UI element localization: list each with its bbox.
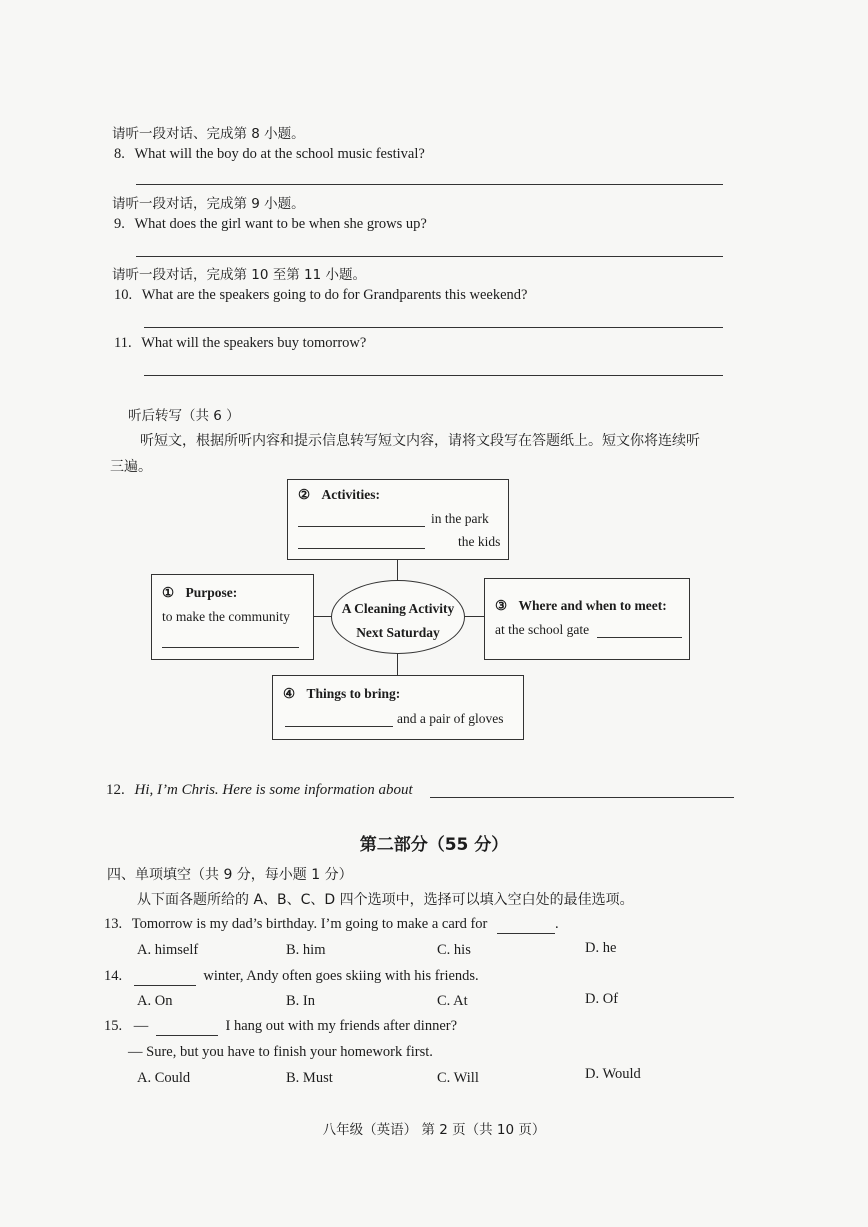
activities-box	[287, 479, 509, 560]
instruction-q8: 请听一段对话、完成第 8 小题。	[112, 126, 305, 142]
bring-title: ④ Things to bring:	[283, 686, 401, 701]
question-number: 13.	[104, 916, 123, 932]
question-12	[106, 782, 413, 799]
question-9	[114, 216, 427, 233]
question-text: What will the boy do at the school music festival?	[134, 146, 425, 162]
circled-number: ④	[283, 686, 296, 701]
question-14	[104, 968, 479, 986]
activities-title: ② Activities:	[298, 487, 380, 502]
question-number: 11.	[114, 335, 132, 351]
bring-box	[272, 675, 524, 740]
question-number: 15.	[104, 1018, 123, 1034]
option-13-b[interactable]: B. him	[286, 942, 326, 958]
activity-2-suffix: the kids	[458, 534, 501, 549]
question-text: Tomorrow is my dad’s birthday. I’m going to make a card for	[131, 916, 488, 932]
question-15-reply: — Sure, but you have to finish your homework first.	[128, 1044, 433, 1060]
question-text: What will the speakers buy tomorrow?	[141, 335, 367, 351]
purpose-title: ① Purpose:	[162, 585, 238, 600]
center-topic-line2: Next Saturday	[356, 625, 440, 640]
question-13: 13. Tomorrow is my dad’s birthday. I’m going to make a card for .	[104, 916, 559, 932]
answer-line-11[interactable]	[144, 375, 723, 376]
option-14-b[interactable]: B. In	[286, 993, 315, 1009]
blank-15[interactable]	[156, 1018, 218, 1036]
option-13-a[interactable]: A. himself	[137, 942, 199, 958]
transcription-heading: 听后转写（共 6 ）	[128, 408, 240, 424]
question-number: 8.	[114, 146, 125, 162]
question-number: 14.	[104, 968, 123, 984]
answer-line-10[interactable]	[144, 327, 723, 328]
option-13-d[interactable]: D. he	[585, 940, 617, 956]
circled-number: ②	[298, 487, 311, 502]
answer-line-9[interactable]	[136, 256, 723, 257]
question-11	[114, 335, 366, 352]
meet-box	[484, 578, 690, 660]
blank-meet[interactable]	[597, 637, 682, 638]
option-13-c[interactable]: C. his	[437, 942, 471, 958]
option-14-d[interactable]: D. Of	[585, 991, 619, 1007]
meet-title: ③ Where and when to meet:	[495, 598, 667, 613]
section-heading: 四、单项填空（共 9 分，每小题 1 分）	[107, 867, 353, 883]
transcription-instruction-cont: 三遍。	[110, 459, 152, 475]
bring-suffix: and a pair of gloves	[397, 711, 504, 726]
blank-bring[interactable]	[285, 726, 393, 727]
option-14-c[interactable]: C. At	[437, 993, 468, 1009]
option-15-d[interactable]: D. Would	[585, 1066, 641, 1082]
option-15-a[interactable]: A. Could	[137, 1070, 191, 1086]
question-number: 9.	[114, 216, 125, 232]
purpose-box	[151, 574, 314, 660]
question-10	[114, 287, 527, 304]
part2-title: 第二部分（55 分）	[359, 835, 509, 855]
activity-1-suffix: in the park	[431, 511, 489, 526]
question-number: 12.	[106, 782, 125, 798]
connector-right	[463, 616, 484, 617]
instruction-q9: 请听一段对话，完成第 9 小题。	[112, 196, 305, 212]
blank-purpose[interactable]	[162, 647, 299, 648]
circled-number: ③	[495, 598, 508, 613]
instruction-q10-11: 请听一段对话，完成第 10 至第 11 小题。	[112, 267, 367, 283]
blank-activity-1[interactable]	[298, 526, 425, 527]
question-text: I hang out with my friends after dinner?	[225, 1018, 458, 1034]
connector-left	[312, 616, 332, 617]
question-text: winter, Andy often goes skiing with his friends.	[203, 968, 479, 984]
question-text: What are the speakers going to do for Grandparents this weekend?	[141, 287, 528, 303]
blank-13[interactable]	[497, 916, 555, 934]
question-text: What does the girl want to be when she grows up?	[134, 216, 427, 232]
answer-line-8[interactable]	[136, 184, 723, 185]
page-footer: 八年级（英语） 第 2 页（共 10 页）	[322, 1122, 546, 1138]
center-topic-line1: A Cleaning Activity	[341, 601, 455, 616]
answer-line-12[interactable]	[430, 797, 734, 798]
circled-number: ①	[162, 585, 175, 600]
blank-activity-2[interactable]	[298, 548, 425, 549]
section-instruction: 从下面各题所给的 A、B、C、D 四个选项中，选择可以填入空白处的最佳选项。	[137, 892, 634, 908]
blank-14[interactable]	[134, 968, 196, 986]
connector-bottom	[397, 652, 398, 676]
center-topic-ellipse	[331, 580, 465, 654]
question-number: 10.	[114, 287, 133, 303]
option-14-a[interactable]: A. On	[137, 993, 173, 1009]
connector-top	[397, 559, 398, 581]
meet-text: at the school gate	[495, 622, 590, 637]
question-text: Hi, I’m Chris. Here is some information about	[134, 782, 413, 798]
question-15: 15. — I hang out with my friends after dinner?	[104, 1018, 458, 1034]
option-15-c[interactable]: C. Will	[437, 1070, 479, 1086]
question-8	[114, 146, 425, 163]
option-15-b[interactable]: B. Must	[286, 1070, 333, 1086]
purpose-text: to make the community	[162, 609, 290, 624]
transcription-instruction: 听短文，根据所听内容和提示信息转写短文内容，请将文段写在答题纸上。短文你将连续听	[140, 433, 700, 449]
